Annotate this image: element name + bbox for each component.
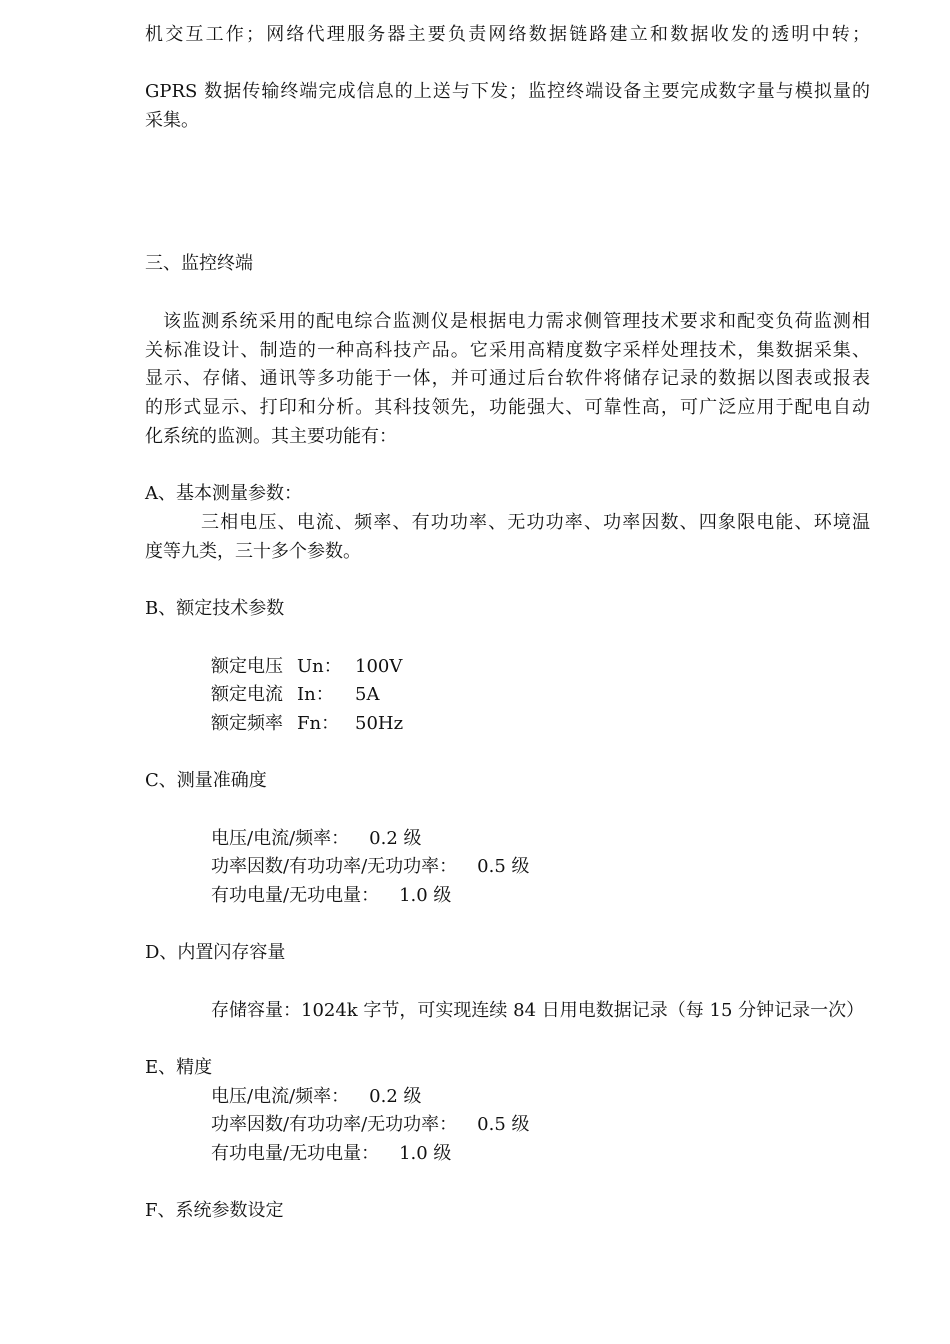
paragraph-line: 关标准设计、制造的一种高科技产品。它采用高精度数字采样处理技术，集数据采集、 [145,340,870,361]
section-e-heading: E、精度 [145,1057,213,1078]
row-label: 功率因数/有功功率/无功功率： [211,1114,458,1135]
row-value: 0.2 级 [369,828,422,849]
intro-line-3: 采集。 [145,110,199,131]
paragraph-line: 显示、存储、通讯等多功能于一体，并可通过后台软件将储存记录的数据以图表或报表 [145,368,870,389]
row-value: 50Hz [355,713,404,734]
row-value: 1.0 级 [399,1143,452,1164]
row-value: 1.0 级 [399,885,452,906]
rated-current-row [211,681,379,709]
rated-voltage-row [211,653,402,681]
rated-frequency-row [211,710,403,738]
row-label: 额定电压 [211,656,283,677]
row-symbol: Fn： [297,713,340,734]
accuracy-row [211,825,422,853]
storage-capacity-line: 存储容量：1024k 字节，可实现连续 84 日用电数据记录（每 15 分钟记录一次） [211,1000,865,1021]
row-value: 5A [355,684,380,705]
paragraph-line: 的形式显示、打印和分析。其科技领先，功能强大、可靠性高，可广泛应用于配电自动 [145,397,870,418]
accuracy-row [211,882,451,910]
intro-line-1: 机交互工作；网络代理服务器主要负责网络数据链路建立和数据收发的透明中转； [145,24,870,45]
section-a-heading: A、基本测量参数： [145,483,302,504]
paragraph-line: 该监测系统采用的配电综合监测仪是根据电力需求侧管理技术要求和配变负荷监测相 [163,311,870,332]
row-label: 有功电量/无功电量： [211,885,380,906]
precision-row [211,1111,530,1139]
section-f-heading: F、系统参数设定 [145,1200,284,1221]
row-label: 额定频率 [211,713,283,734]
paragraph-line: 化系统的监测。其主要功能有： [145,426,397,447]
row-label: 额定电流 [211,684,283,705]
section-a-line: 度等九类，三十多个参数。 [145,541,361,562]
row-label: 电压/电流/频率： [211,1086,350,1107]
accuracy-row [211,853,530,881]
intro-line-2: GPRS 数据传输终端完成信息的上送与下发；监控终端设备主要完成数字量与模拟量的 [145,81,870,102]
precision-row [211,1140,451,1168]
section-b-heading: B、额定技术参数 [145,598,285,619]
row-value: 0.5 级 [477,1114,530,1135]
section-d-heading: D、内置闪存容量 [145,942,286,963]
row-value: 0.2 级 [369,1086,422,1107]
row-label: 电压/电流/频率： [211,828,350,849]
row-value: 100V [355,656,403,677]
row-value: 0.5 级 [477,856,530,877]
precision-row [211,1083,422,1111]
row-symbol: In： [297,684,334,705]
section-c-heading: C、测量准确度 [145,770,267,791]
row-label: 有功电量/无功电量： [211,1143,380,1164]
section-a-line: 三相电压、电流、频率、有功功率、无功功率、功率因数、四象限电能、环境温 [201,512,870,533]
row-label: 功率因数/有功功率/无功功率： [211,856,458,877]
row-symbol: Un： [297,656,342,677]
section-heading: 三、监控终端 [145,253,253,274]
